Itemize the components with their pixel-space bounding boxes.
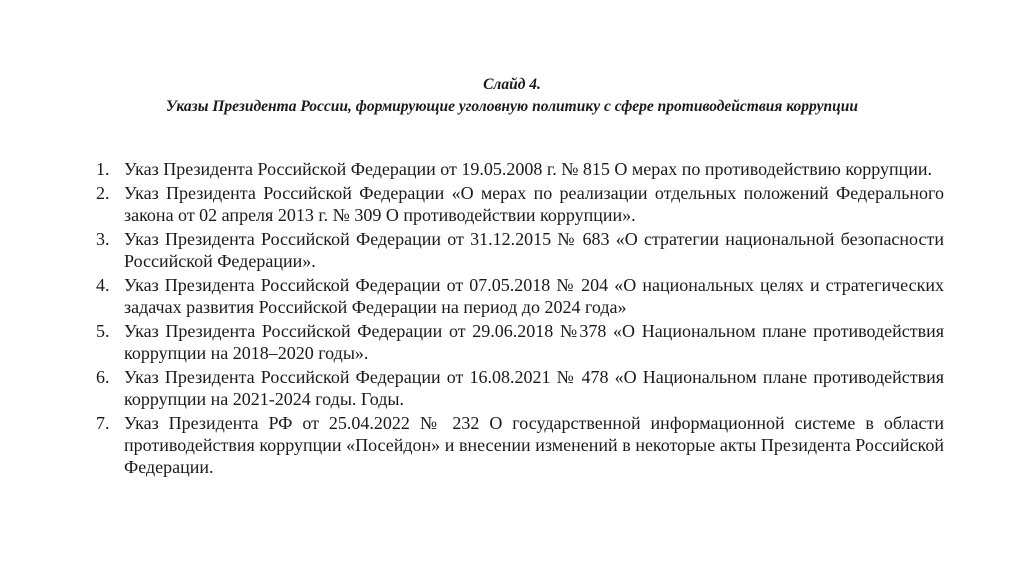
list-item-number: 2. [96, 183, 110, 203]
list-item-number: 7. [96, 413, 110, 433]
list-item-text: Указ Президента Российской Федерации от 19.05.2008 г. № 815 О мерах по противодействию коррупции. [124, 159, 933, 179]
list-item [96, 274, 944, 318]
list-item [96, 366, 944, 410]
slide-subtitle: Указы Президента России, формирующие уголовную политику с сфере противодействия коррупции [166, 98, 858, 115]
list-item-number: 3. [96, 229, 110, 249]
list-item-number: 1. [96, 159, 110, 179]
slide-header [60, 74, 964, 118]
list-item-text: Указ Президента РФ от 25.04.2022 № 232 О государственной информационной системе в области противодействия коррупции «Посейдон» и внесении изменений в некоторые акты Президента Российской Федерации. [124, 413, 944, 477]
list-item-text: Указ Президента Российской Федерации от 16.08.2021 № 478 «О Национальном плане противодействия коррупции на 2021-2024 годы. Годы. [124, 367, 944, 409]
list-item [96, 320, 944, 364]
list-item-number: 6. [96, 367, 110, 387]
list-item [96, 182, 944, 226]
slide-title: Слайд 4. [483, 76, 541, 93]
list-item-text: Указ Президента Российской Федерации от 07.05.2018 № 204 «О национальных целях и стратегических задачах развития Российской Федерации на период до 2024 года» [124, 275, 944, 317]
list-item [96, 412, 944, 478]
decree-list [96, 158, 944, 480]
list-item-text: Указ Президента Российской Федерации «О мерах по реализации отдельных положений Федерального закона от 02 апреля 2013 г. № 309 О противодействии коррупции». [124, 183, 944, 225]
list-item-text: Указ Президента Российской Федерации от 31.12.2015 № 683 «О стратегии национальной безопасности Российской Федерации». [124, 229, 944, 271]
list-item [96, 158, 944, 180]
list-item-number: 5. [96, 321, 110, 341]
list-item-number: 4. [96, 275, 110, 295]
list-item [96, 228, 944, 272]
list-item-text: Указ Президента Российской Федерации от 29.06.2018 №378 «О Национальном плане противодействия коррупции на 2018–2020 годы». [124, 321, 944, 363]
